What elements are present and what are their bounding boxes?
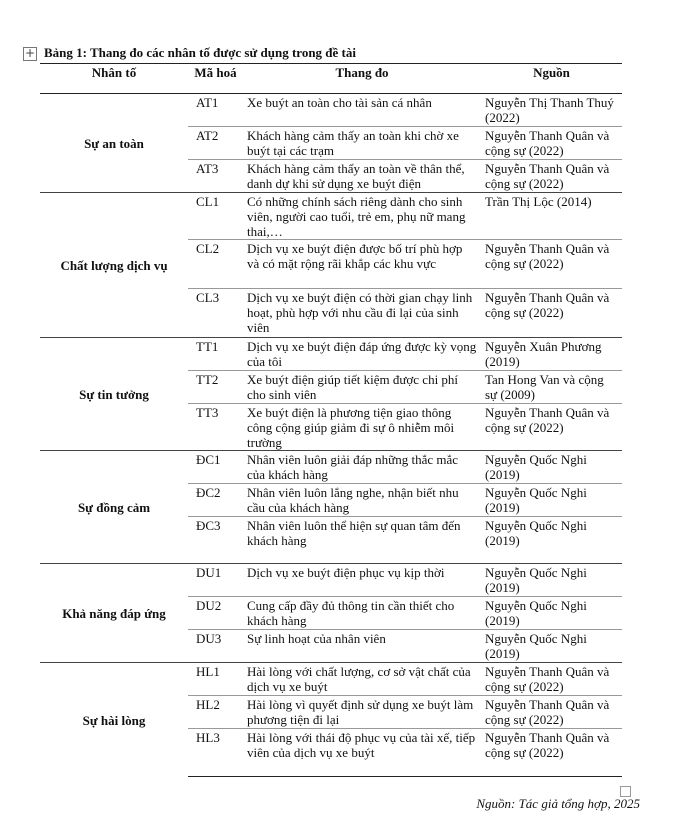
scale-cell: Dịch vụ xe buýt điện phục vụ kịp thời: [243, 564, 481, 597]
source-cell: Tan Hong Van và cộng sự (2009): [481, 371, 622, 404]
source-cell: Nguyễn Thanh Quân và cộng sự (2022): [481, 289, 622, 338]
code-cell: TT2: [188, 371, 243, 404]
factor-cell: Sự đồng cảm: [40, 451, 188, 564]
source-cell: Nguyễn Thị Thanh Thuý (2022): [481, 94, 622, 127]
scale-cell: Hài lòng với thái độ phục vụ của tài xế, tiếp viên của dịch vụ xe buýt: [243, 729, 481, 777]
source-cell: Nguyễn Thanh Quân và cộng sự (2022): [481, 404, 622, 451]
source-cell: Nguyễn Thanh Quân và cộng sự (2022): [481, 240, 622, 289]
header-scale: Thang đo: [243, 64, 481, 94]
scale-cell: Hài lòng vì quyết định sử dụng xe buýt làm phương tiện đi lại: [243, 696, 481, 729]
scale-cell: Dịch vụ xe buýt điện được bố trí phù hợp và có mặt rộng rãi khắp các khu vực: [243, 240, 481, 289]
scale-cell: Sự linh hoạt của nhân viên: [243, 630, 481, 663]
code-cell: DU1: [188, 564, 243, 597]
code-cell: ĐC3: [188, 517, 243, 564]
code-cell: AT3: [188, 160, 243, 193]
scale-cell: Dịch vụ xe buýt điện đáp ứng được kỳ vọng của tôi: [243, 338, 481, 371]
table-row: [40, 94, 622, 127]
factor-cell: Khả năng đáp ứng: [40, 564, 188, 663]
code-cell: HL1: [188, 663, 243, 696]
scale-cell: Xe buýt an toàn cho tài sản cá nhân: [243, 94, 481, 127]
source-cell: Nguyễn Thanh Quân và cộng sự (2022): [481, 663, 622, 696]
footer-source: Nguồn: Tác giả tổng hợp, 2025: [476, 796, 640, 811]
code-cell: CL2: [188, 240, 243, 289]
header-code: Mã hoá: [188, 64, 243, 94]
table-caption: Bảng 1: Thang đo các nhân tố được sử dụng trong đề tài: [44, 45, 356, 60]
code-cell: AT1: [188, 94, 243, 127]
code-cell: AT2: [188, 127, 243, 160]
scale-cell: Nhân viên luôn thể hiện sự quan tâm đến khách hàng: [243, 517, 481, 564]
source-cell: Nguyễn Thanh Quân và cộng sự (2022): [481, 160, 622, 193]
code-cell: TT1: [188, 338, 243, 371]
code-cell: DU2: [188, 597, 243, 630]
code-cell: CL3: [188, 289, 243, 338]
table-body: [40, 94, 622, 777]
scale-cell: Khách hàng cảm thấy an toàn khi chờ xe buýt tại các trạm: [243, 127, 481, 160]
code-cell: CL1: [188, 193, 243, 240]
header-source: Nguồn: [481, 64, 622, 94]
table-row: [40, 338, 622, 371]
source-cell: Trần Thị Lộc (2014): [481, 193, 622, 240]
code-cell: HL3: [188, 729, 243, 777]
source-cell: Nguyễn Xuân Phương (2019): [481, 338, 622, 371]
factor-cell: Chất lượng dịch vụ: [40, 193, 188, 338]
scale-cell: Cung cấp đầy đủ thông tin cần thiết cho khách hàng: [243, 597, 481, 630]
scale-cell: Xe buýt điện giúp tiết kiệm được chi phí cho sinh viên: [243, 371, 481, 404]
scale-table: [40, 63, 622, 777]
factor-cell: Sự tin tưởng: [40, 338, 188, 451]
table-row: [40, 564, 622, 597]
scale-cell: Dịch vụ xe buýt điện có thời gian chạy linh hoạt, phù hợp với nhu cầu đi lại của sinh viên: [243, 289, 481, 338]
scale-cell: Có những chính sách riêng dành cho sinh viên, người cao tuổi, trẻ em, phụ nữ mang thai,…: [243, 193, 481, 240]
code-cell: ĐC1: [188, 451, 243, 484]
source-cell: Nguyễn Quốc Nghi (2019): [481, 484, 622, 517]
table-header-row: [40, 64, 622, 94]
scale-cell: Nhân viên luôn giải đáp những thắc mắc của khách hàng: [243, 451, 481, 484]
scale-cell: Nhân viên luôn lắng nghe, nhận biết nhu cầu của khách hàng: [243, 484, 481, 517]
source-cell: Nguyễn Thanh Quân và cộng sự (2022): [481, 127, 622, 160]
source-cell: Nguyễn Thanh Quân và cộng sự (2022): [481, 696, 622, 729]
scale-cell: Hài lòng với chất lượng, cơ sở vật chất của dịch vụ xe buýt: [243, 663, 481, 696]
source-cell: Nguyễn Quốc Nghi (2019): [481, 630, 622, 663]
table-move-handle-icon[interactable]: +: [24, 46, 36, 60]
code-cell: ĐC2: [188, 484, 243, 517]
source-cell: Nguyễn Quốc Nghi (2019): [481, 597, 622, 630]
factor-cell: Sự hài lòng: [40, 663, 188, 777]
source-cell: Nguyễn Thanh Quân và cộng sự (2022): [481, 729, 622, 777]
table-row: [40, 451, 622, 484]
header-factor: Nhân tố: [40, 64, 188, 94]
source-cell: Nguyễn Quốc Nghi (2019): [481, 517, 622, 564]
table-row: [40, 663, 622, 696]
code-cell: TT3: [188, 404, 243, 451]
code-cell: HL2: [188, 696, 243, 729]
source-cell: Nguyễn Quốc Nghi (2019): [481, 451, 622, 484]
source-cell: Nguyễn Quốc Nghi (2019): [481, 564, 622, 597]
table-row: [40, 193, 622, 240]
scale-cell: Xe buýt điện là phương tiện giao thông công cộng giúp giảm đi sự ô nhiễm môi trường: [243, 404, 481, 451]
code-cell: DU3: [188, 630, 243, 663]
scale-cell: Khách hàng cảm thấy an toàn về thân thể, danh dự khi sử dụng xe buýt điện: [243, 160, 481, 193]
factor-cell: Sự an toàn: [40, 94, 188, 193]
